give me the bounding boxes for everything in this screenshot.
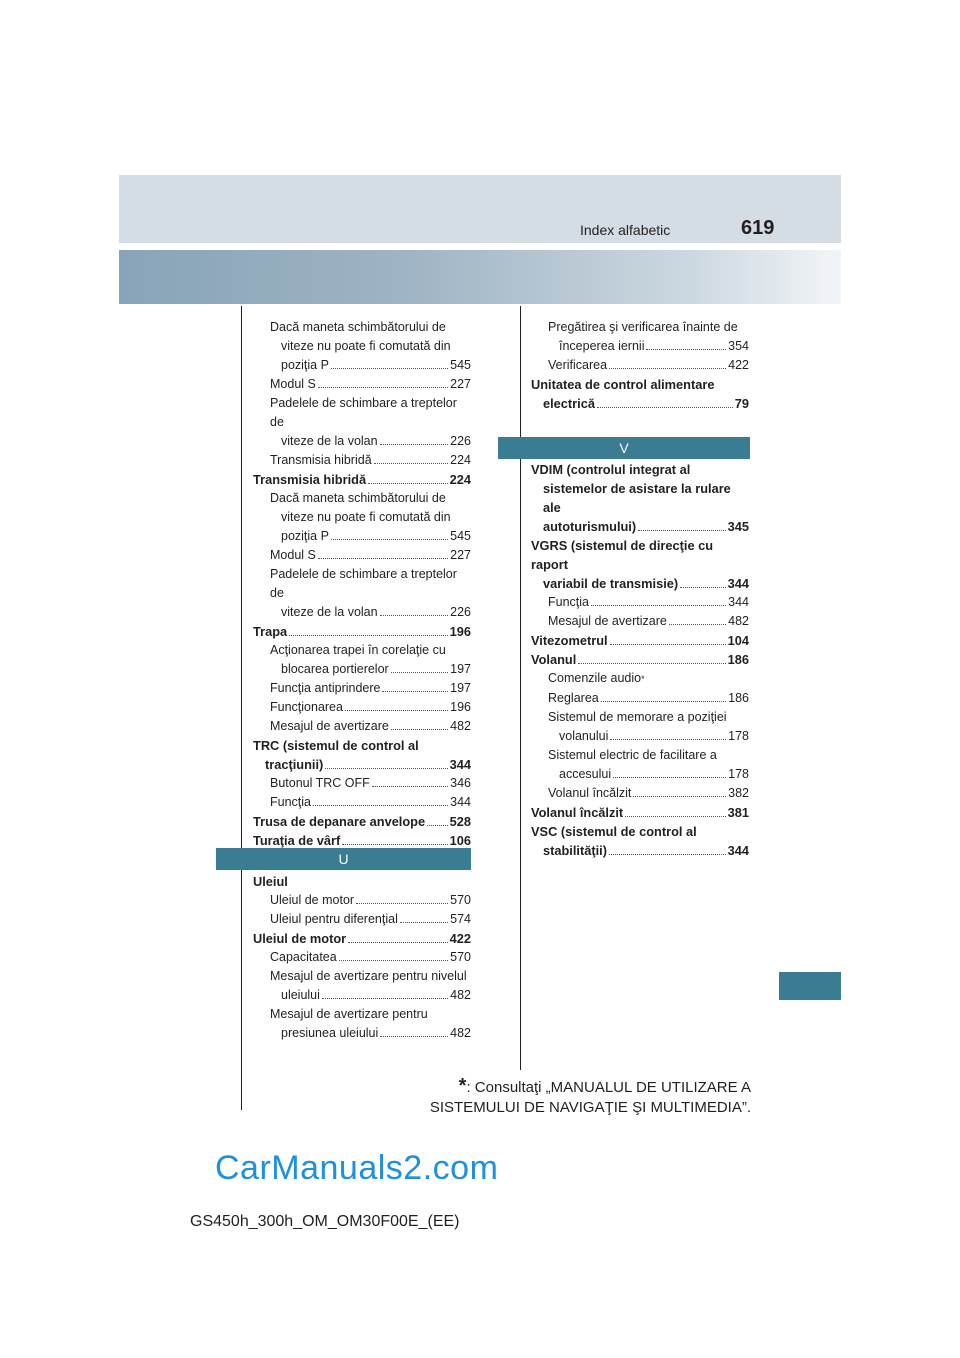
dot-leader: [372, 786, 448, 787]
index-entry-text: presiunea uleiului: [281, 1026, 379, 1040]
index-entry-page: 178: [728, 729, 749, 743]
index-entry: [253, 508, 471, 527]
index-entry: [253, 622, 471, 641]
index-entry-text: Trapa: [253, 624, 288, 639]
left-column: [253, 318, 471, 869]
index-entry-page: 186: [727, 652, 749, 667]
index-entry: [531, 337, 749, 356]
index-entry-page: 482: [450, 988, 471, 1002]
middle-rule: [520, 306, 521, 1070]
header-band: [119, 175, 841, 243]
index-entry: [253, 774, 471, 793]
index-entry-text: Butonul TRC OFF: [270, 776, 370, 790]
index-entry: [531, 708, 749, 727]
side-tab: [779, 972, 841, 1000]
index-entry-text: Unitatea de control alimentare: [531, 377, 715, 392]
dot-leader: [610, 644, 726, 645]
index-entry-page: 224: [450, 453, 471, 467]
dot-leader: [591, 605, 726, 606]
section-v-entries: [531, 460, 749, 860]
index-entry: [253, 603, 471, 622]
dot-leader: [669, 624, 726, 625]
index-entry-text: VGRS (sistemul de direcţie cu raport: [531, 538, 714, 572]
index-entry-page: 344: [449, 757, 471, 772]
index-entry-page: 482: [450, 1026, 471, 1040]
index-entry-text: poziţia P: [281, 529, 329, 543]
index-entry: [531, 803, 749, 822]
dot-leader: [578, 663, 725, 664]
index-entry: [253, 318, 471, 337]
dot-leader: [400, 922, 448, 923]
index-entry: [253, 891, 471, 910]
dot-leader: [368, 483, 448, 484]
index-entry-text: tracţiunii): [265, 757, 324, 772]
index-entry-text: Funcţionarea: [270, 700, 343, 714]
index-entry-text: viteze de la volan: [281, 605, 378, 619]
index-entry-text: Volanul: [531, 652, 577, 667]
index-entry-page: 345: [727, 519, 749, 534]
index-entry-text: VSC (sistemul de control al: [531, 824, 697, 839]
index-entry-page: 482: [450, 719, 471, 733]
index-entry-text: Transmisia hibridă: [270, 453, 372, 467]
index-entry-text: Reglarea: [548, 691, 599, 705]
index-entry: [253, 451, 471, 470]
section-letter-u: U: [338, 851, 349, 867]
index-entry-text: începerea iernii: [559, 339, 645, 353]
index-entry: [531, 318, 749, 337]
index-entry: [531, 356, 749, 375]
watermark: CarManuals2.com: [215, 1149, 499, 1187]
index-entry-text: Funcţia: [548, 595, 589, 609]
dot-leader: [638, 530, 726, 531]
index-entry-text: TRC (sistemul de control al: [253, 738, 419, 753]
index-entry-page: 226: [450, 434, 471, 448]
index-entry-text: Uleiul de motor: [270, 893, 355, 907]
dot-leader: [380, 615, 449, 616]
document-id: GS450h_300h_OM_OM30F00E_(EE): [190, 1213, 460, 1230]
index-entry: [253, 641, 471, 660]
index-entry-page: 354: [728, 339, 749, 353]
index-entry: [253, 1024, 471, 1043]
dot-leader: [345, 710, 448, 711]
dot-leader: [646, 349, 726, 350]
index-entry-page: 106: [449, 833, 471, 848]
dot-leader: [625, 816, 725, 817]
dot-leader: [609, 854, 726, 855]
index-entry-text: Funcţia: [270, 795, 311, 809]
index-entry-text: Padelele de schimbare a treptelor de: [270, 396, 457, 429]
index-entry-page: 528: [449, 814, 471, 829]
index-entry-page: 344: [727, 576, 749, 591]
index-entry-page: 227: [450, 377, 471, 391]
index-entry-text: variabil de transmisie): [543, 576, 679, 591]
index-entry: [253, 755, 471, 774]
index-entry-text: Mesajul de avertizare pentru: [270, 1007, 428, 1021]
index-entry: [531, 574, 749, 593]
index-entry-page: 545: [450, 358, 471, 372]
header-title: Index alfabetic: [580, 222, 671, 238]
dot-leader: [680, 587, 726, 588]
dot-leader: [318, 558, 448, 559]
index-entry-text: Dacă maneta schimbătorului de: [270, 320, 446, 334]
gradient-band: [119, 250, 841, 304]
dot-leader: [342, 844, 447, 845]
index-entry-page: 104: [727, 633, 749, 648]
dot-leader: [356, 903, 448, 904]
index-entry-text: Mesajul de avertizare: [548, 614, 667, 628]
index-entry-page: 197: [450, 681, 471, 695]
index-entry-text: Uleiul: [253, 874, 288, 889]
index-entry: [531, 375, 749, 394]
index-entry-text: Verificarea: [548, 358, 608, 372]
index-entry: [531, 460, 749, 479]
right-top-column: [531, 318, 749, 413]
section-u-entries: [253, 872, 471, 1043]
index-entry-text: Sistemul electric de facilitare a: [548, 748, 717, 762]
index-entry: [253, 1005, 471, 1024]
index-entry: [531, 394, 749, 413]
index-entry: [253, 375, 471, 394]
index-entry-text: viteze de la volan: [281, 434, 378, 448]
index-entry-text: Padelele de schimbare a treptelor de: [270, 567, 457, 600]
index-entry-text: Transmisia hibridă: [253, 472, 367, 487]
index-entry-page: 570: [450, 893, 471, 907]
dot-leader: [391, 672, 448, 673]
section-bar-v: [498, 437, 750, 459]
index-entry: [253, 679, 471, 698]
index-entry-text: Uleiul pentru diferenţial: [270, 912, 398, 926]
index-entry: [531, 669, 749, 689]
index-entry-text: Dacă maneta schimbătorului de: [270, 491, 446, 505]
index-entry-text: Sistemul de memorare a poziţiei: [548, 710, 727, 724]
index-entry: [253, 812, 471, 831]
index-entry-text: Trusa de depanare anvelope: [253, 814, 426, 829]
index-entry: [253, 489, 471, 508]
index-entry-text: Turaţia de vârf: [253, 833, 341, 848]
index-entry-page: 422: [728, 358, 749, 372]
index-entry-page: 227: [450, 548, 471, 562]
index-entry-page: 574: [450, 912, 471, 926]
index-entry-page: 381: [727, 805, 749, 820]
index-entry: [253, 717, 471, 736]
index-entry-page: 545: [450, 529, 471, 543]
index-entry-page: 382: [728, 786, 749, 800]
index-entry-text: viteze nu poate fi comutată din: [281, 339, 451, 353]
index-entry: [531, 612, 749, 631]
dot-leader: [380, 1036, 448, 1037]
index-entry-text: poziţia P: [281, 358, 329, 372]
index-entry-page: 346: [450, 776, 471, 790]
index-entry: [531, 689, 749, 708]
index-entry-text: Uleiul de motor: [253, 931, 347, 946]
index-entry-text: stabilităţii): [543, 843, 607, 858]
index-entry: [531, 765, 749, 784]
index-entry: [531, 784, 749, 803]
index-entry-text: Pregătirea şi verificarea înainte de: [548, 320, 738, 334]
index-entry: [531, 479, 749, 517]
section-letter-v: V: [619, 440, 629, 456]
dot-leader: [374, 463, 448, 464]
index-entry: [531, 593, 749, 612]
index-entry: [253, 736, 471, 755]
dot-leader: [318, 387, 448, 388]
section-bar-u: [216, 848, 471, 870]
index-entry-text: Acţionarea trapei în corelaţie cu: [270, 643, 446, 657]
footnote-star-marker: *: [641, 674, 645, 684]
index-entry-page: 197: [450, 662, 471, 676]
index-entry: [531, 822, 749, 841]
index-entry: [531, 727, 749, 746]
dot-leader: [322, 998, 448, 999]
index-entry-text: uleiului: [281, 988, 320, 1002]
index-entry-text: accesului: [559, 767, 612, 781]
index-entry-text: Modul S: [270, 548, 316, 562]
index-entry: [253, 337, 471, 356]
index-entry: [253, 660, 471, 679]
left-rule: [241, 306, 242, 1110]
dot-leader: [339, 960, 448, 961]
index-entry-page: 226: [450, 605, 471, 619]
index-entry: [253, 470, 471, 489]
dot-leader: [289, 635, 447, 636]
index-entry-page: 482: [728, 614, 749, 628]
index-entry: [253, 356, 471, 375]
index-entry-text: autoturismului): [543, 519, 637, 534]
index-entry: [531, 536, 749, 574]
dot-leader: [331, 368, 448, 369]
index-entry-text: Comenzile audio: [548, 671, 642, 685]
index-entry: [253, 948, 471, 967]
dot-leader: [313, 805, 448, 806]
dot-leader: [609, 368, 726, 369]
footnote: [395, 1076, 751, 1118]
index-entry-page: 422: [449, 931, 471, 946]
dot-leader: [331, 539, 448, 540]
index-entry-page: 186: [728, 691, 749, 705]
index-entry-text: Capacitatea: [270, 950, 337, 964]
index-entry-text: Vitezometrul: [531, 633, 608, 648]
index-entry: [531, 631, 749, 650]
footnote-star: *: [458, 1075, 467, 1097]
index-entry-text: Volanul încălzit: [548, 786, 632, 800]
index-entry-text: Mesajul de avertizare pentru nivelul: [270, 969, 467, 983]
dot-leader: [610, 739, 726, 740]
index-entry: [531, 517, 749, 536]
index-entry-page: 79: [734, 396, 749, 411]
index-entry-text: Modul S: [270, 377, 316, 391]
index-entry: [253, 432, 471, 451]
index-entry: [253, 793, 471, 812]
index-entry-page: 196: [449, 624, 471, 639]
index-entry: [253, 546, 471, 565]
index-entry: [253, 967, 471, 986]
index-entry-text: sistemelor de asistare la rulare ale: [543, 481, 731, 515]
dot-leader: [325, 768, 447, 769]
index-entry-page: 178: [728, 767, 749, 781]
index-entry: [253, 394, 471, 432]
footnote-line1: : Consultaţi „MANUALUL DE UTILIZARE A: [466, 1079, 751, 1096]
index-entry-text: electrică: [543, 396, 595, 411]
index-entry: [253, 910, 471, 929]
index-entry-text: volanului: [559, 729, 609, 743]
index-entry-text: Funcţia antiprindere: [270, 681, 381, 695]
dot-leader: [427, 825, 448, 826]
page-number: 619: [741, 217, 775, 239]
index-entry-text: blocarea portierelor: [281, 662, 389, 676]
index-entry-page: 224: [449, 472, 471, 487]
index-entry-page: 344: [727, 843, 749, 858]
dot-leader: [597, 407, 733, 408]
index-entry-text: Mesajul de avertizare: [270, 719, 389, 733]
dot-leader: [348, 942, 448, 943]
dot-leader: [613, 777, 726, 778]
index-entry-page: 344: [450, 795, 471, 809]
index-entry: [253, 872, 471, 891]
index-entry-text: viteze nu poate fi comutată din: [281, 510, 451, 524]
index-entry: [531, 746, 749, 765]
index-entry: [531, 841, 749, 860]
dot-leader: [382, 691, 448, 692]
dot-leader: [380, 444, 449, 445]
index-entry-text: VDIM (controlul integrat al: [531, 462, 691, 477]
index-entry: [253, 929, 471, 948]
index-entry-page: 196: [450, 700, 471, 714]
index-entry-page: 570: [450, 950, 471, 964]
index-entry: [253, 986, 471, 1005]
index-entry-text: Volanul încălzit: [531, 805, 624, 820]
index-entry: [531, 650, 749, 669]
index-entry: [253, 527, 471, 546]
footnote-line2: SISTEMULUI DE NAVIGAŢIE ŞI MULTIMEDIA”.: [429, 1099, 751, 1116]
index-entry: [253, 565, 471, 603]
dot-leader: [391, 729, 448, 730]
index-entry: [253, 698, 471, 717]
index-entry-page: 344: [728, 595, 749, 609]
dot-leader: [601, 701, 726, 702]
dot-leader: [633, 796, 726, 797]
